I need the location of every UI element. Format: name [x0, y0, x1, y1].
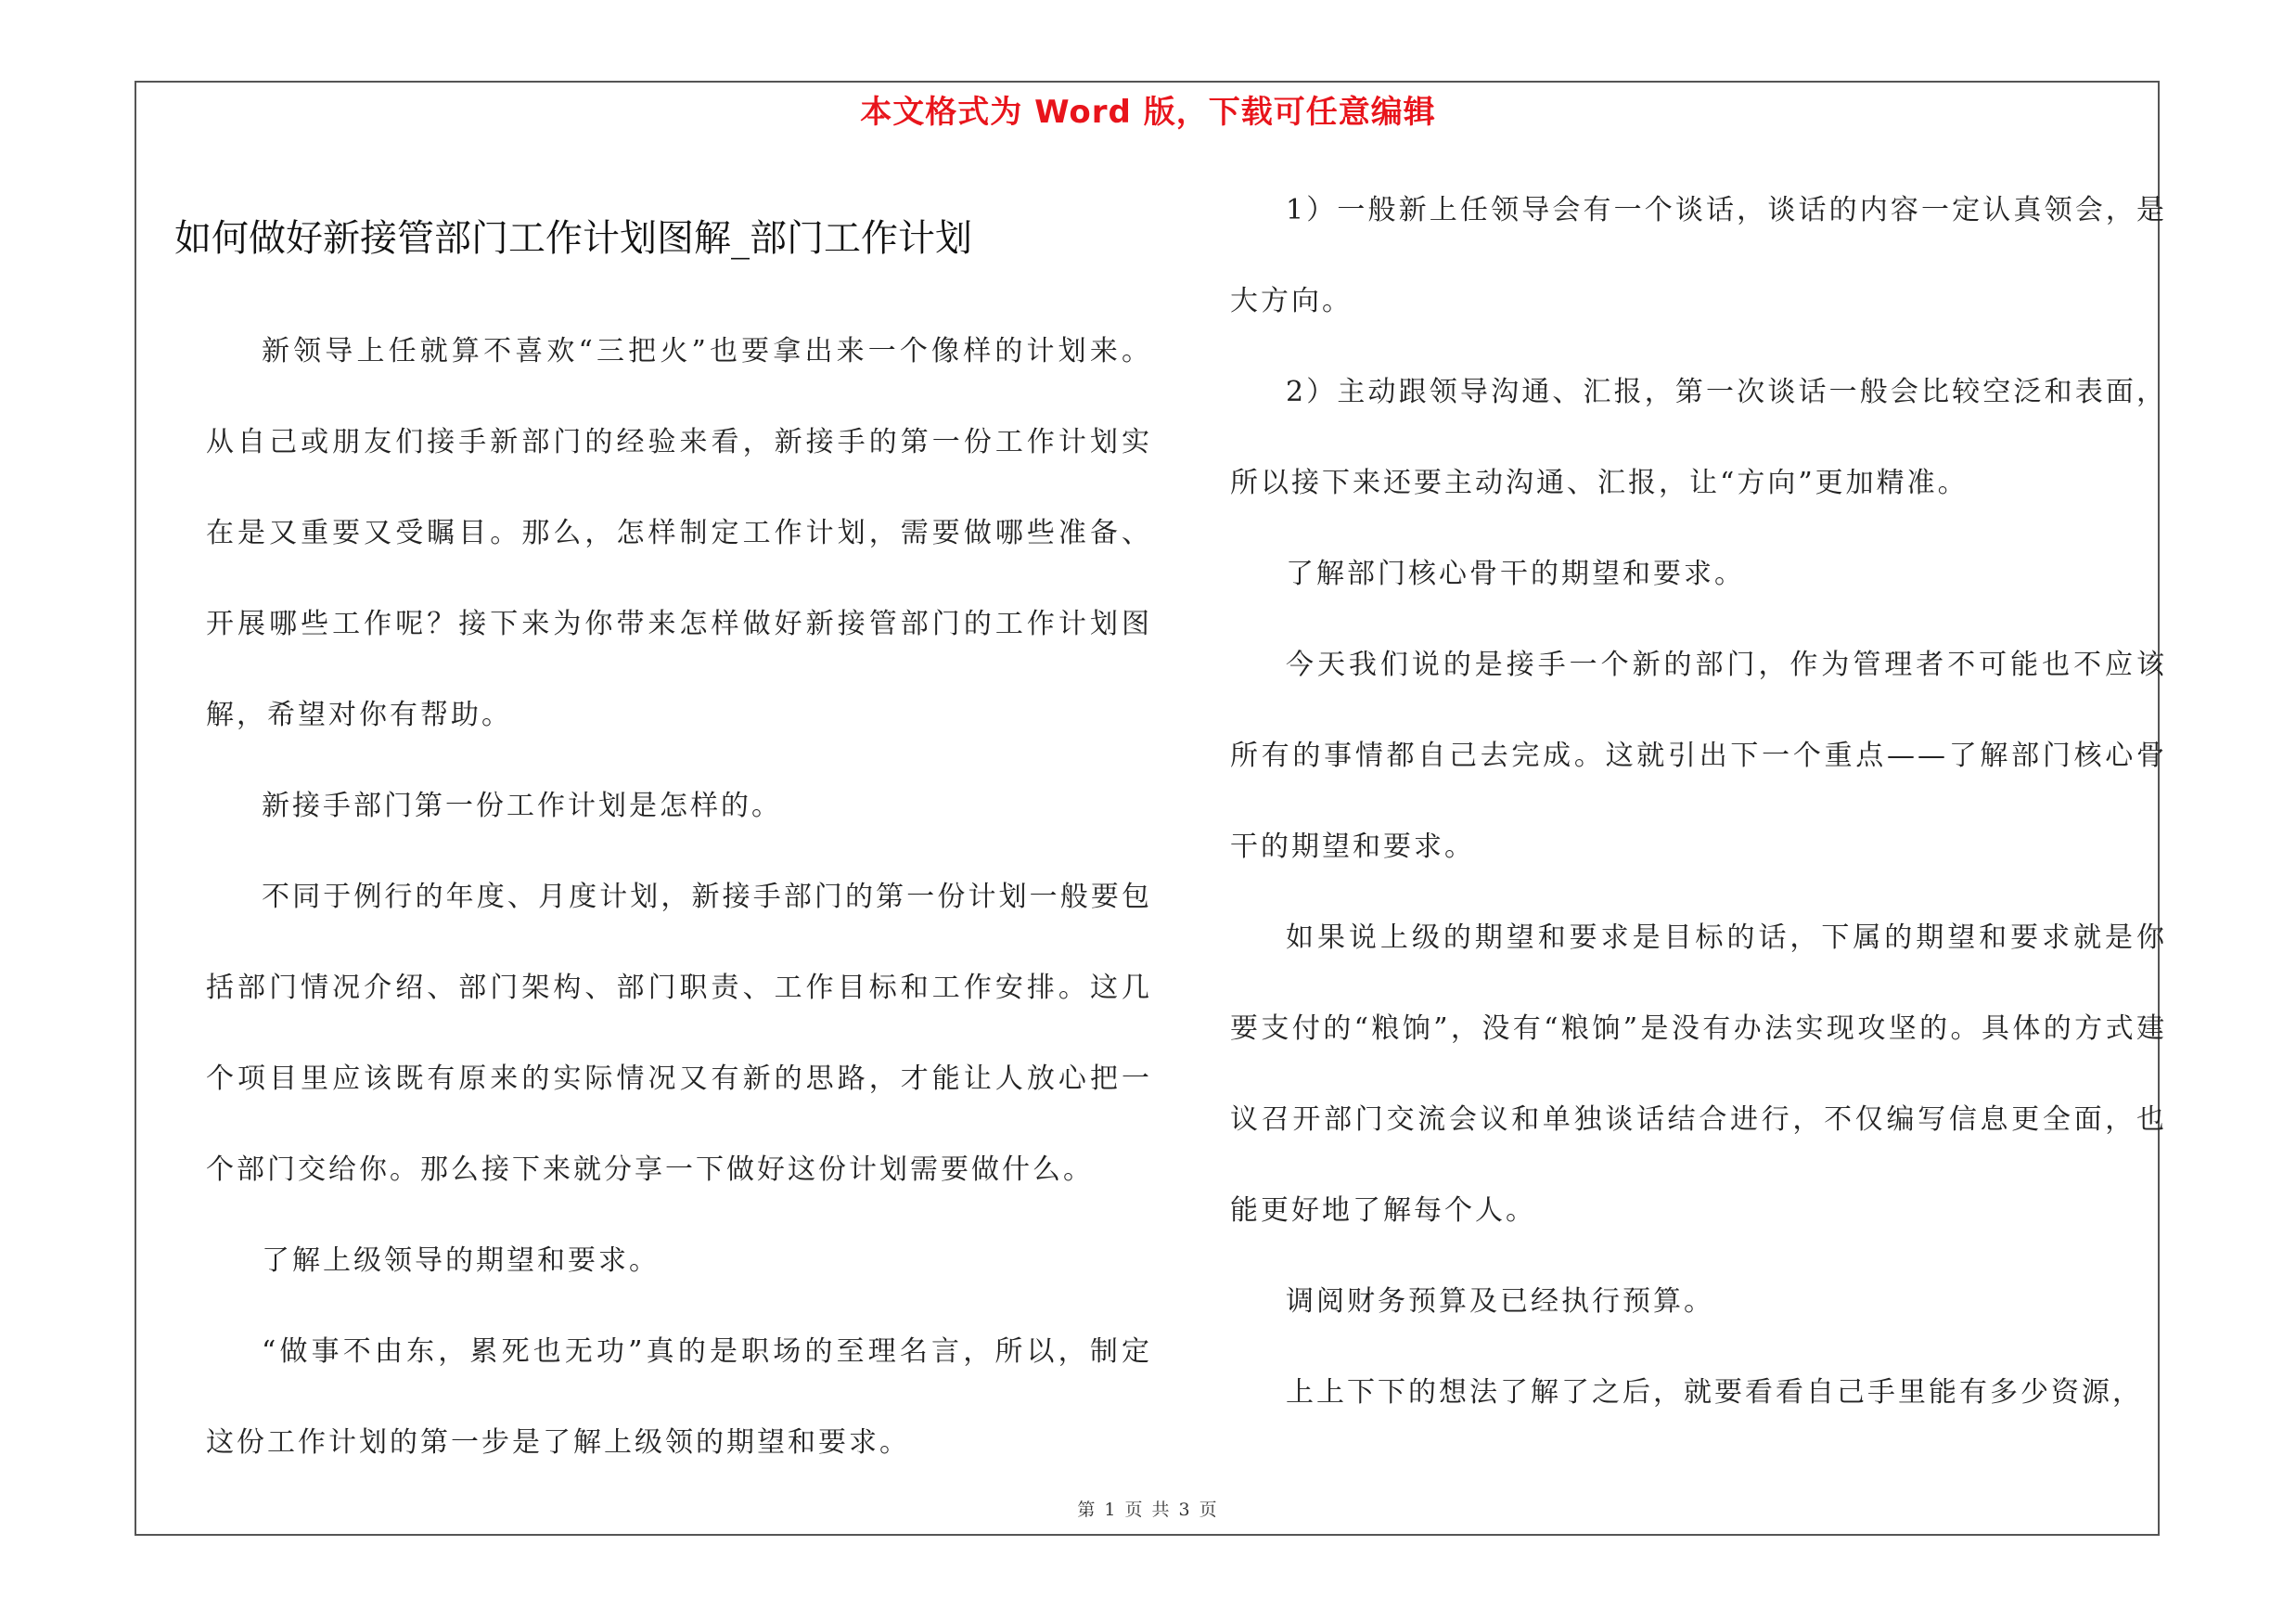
paragraph: 如果说上级的期望和要求是目标的话，下属的期望和要求就是你要支付的“粮饷”，没有“粮饷”是没有办法实现攻坚的。具体的方式建议召开部门交流会议和单独谈话结合进行，不仅编写信息更全面，也能更好地了解每个人。	[1230, 921, 2167, 1227]
paragraph: “做事不由东，累死也无功”真的是职场的至理名言，所以，制定这份工作计划的第一步是了解上级领的期望和要求。	[206, 1335, 1152, 1459]
paragraph: 不同于例行的年度、月度计划，新接手部门的第一份计划一般要包括部门情况介绍、部门架构、部门职责、工作目标和工作安排。这几个项目里应该既有原来的实际情况又有新的思路，才能让人放心把一个部门交给你。那么接下来就分享一下做好这份计划需要做什么。	[206, 881, 1152, 1186]
paragraph: 新领导上任就算不喜欢“三把火”也要拿出来一个像样的计划来。从自己或朋友们接手新部门的经验来看，新接手的第一份工作计划实在是又重要又受瞩目。那么，怎样制定工作计划，需要做哪些准备、开展哪些工作呢？接下来为你带来怎样做好新接管部门的工作计划图解，希望对你有帮助。	[206, 335, 1152, 731]
paragraph: 上上下下的想法了解了之后，就要看看自己手里能有多少资源，	[1286, 1376, 2143, 1409]
paragraph: 了解上级领导的期望和要求。	[262, 1244, 660, 1277]
page-number: 第 1 页 共 3 页	[1077, 1500, 1219, 1520]
paragraph: 调阅财务预算及已经执行预算。	[1286, 1285, 1714, 1318]
paragraph: 1）一般新上任领导会有一个谈话，谈话的内容一定认真领会，是大方向。	[1230, 194, 2167, 317]
right-column	[1230, 165, 2167, 1436]
paragraph: 新接手部门第一份工作计划是怎样的。	[262, 790, 782, 822]
document-title: 如何做好新接管部门工作计划图解_部门工作计划	[174, 217, 972, 260]
paragraph: 了解部门核心骨干的期望和要求。	[1286, 558, 1745, 590]
paragraph: 2）主动跟领导沟通、汇报，第一次谈话一般会比较空泛和表面，所以接下来还要主动沟通、汇报，让“方向”更加精准。	[1230, 376, 2167, 499]
left-column	[206, 306, 1152, 1488]
paragraph: 今天我们说的是接手一个新的部门，作为管理者不可能也不应该所有的事情都自己去完成。这就引出下一个重点——了解部门核心骨干的期望和要求。	[1230, 649, 2167, 863]
format-banner: 本文格式为 Word 版，下载可任意编辑	[860, 94, 1436, 131]
